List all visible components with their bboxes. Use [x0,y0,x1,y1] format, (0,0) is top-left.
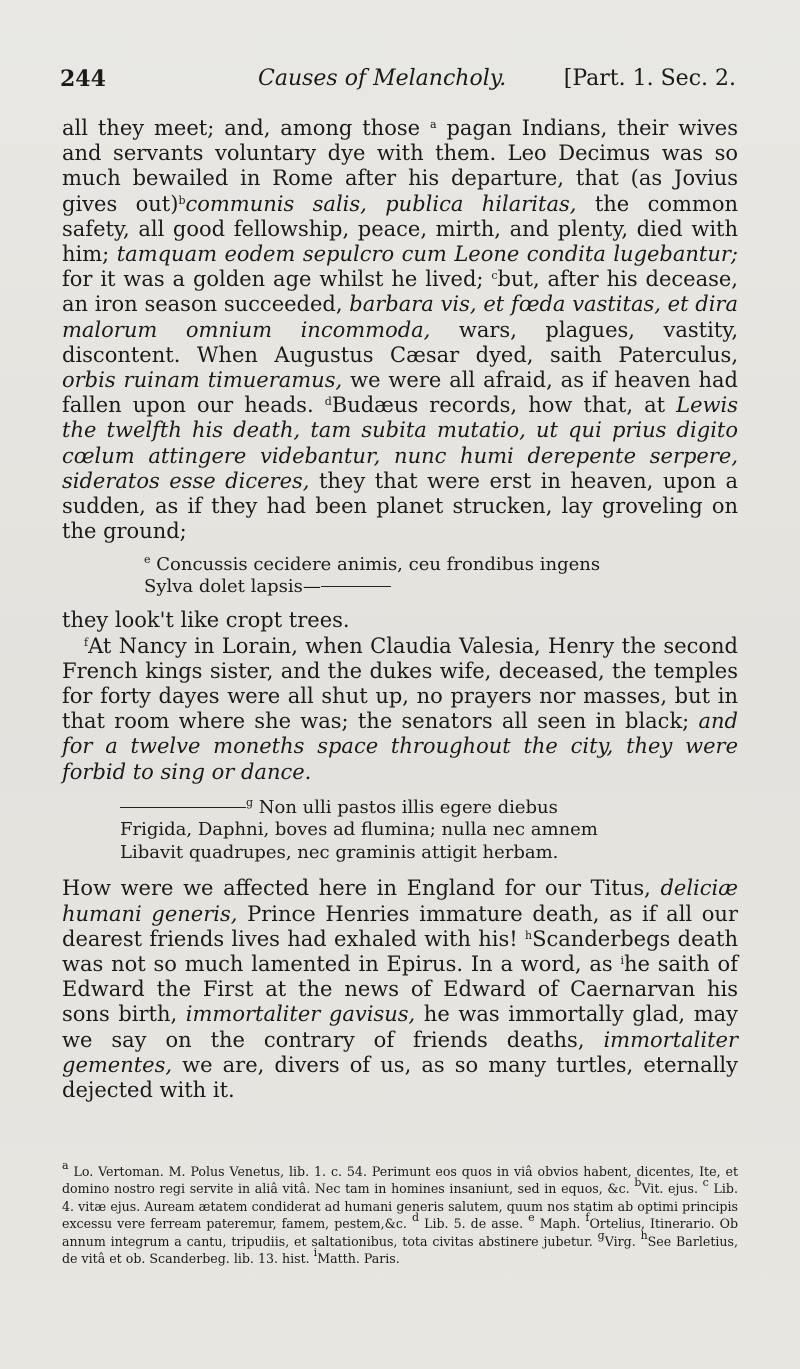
footnote-a: Lo. Vertoman. M. Polus Venetus, lib. 1. c. 54. Perimunt eos quos in viâ obvios habent, dicentes, Ite, et domino nostro regi servite in aliâ vitâ. Nec tam in homines insaniunt, sed in equos, &c. [62,1164,738,1197]
text-run: but, after his decease, an iron season succeeded, [62,267,738,317]
italic-text: and for a twelve moneths space throughout the city, they were forbid to sing or dance. [62,709,738,784]
running-header [60,66,736,100]
verse-rule [120,807,246,808]
text-run: pagan Indians, their wives and servants voluntary dye with them. Leo Decimus was so much bewailed in Rome after his departure, that (as Jovius gives out) [62,116,738,216]
footnote-block [62,1159,739,1267]
verse-text: Sylva dolet lapsis— [144,576,321,598]
text-run: How were we affected here in England for our Titus, [62,876,651,901]
latin-quote: barbara vis, et fœda vastitas, et dira malorum omnium incommoda, [62,292,738,342]
note-ref-a: a [429,118,437,131]
footnote-mark: i [313,1246,318,1260]
latin-quote: deliciæ humani generis, [62,876,738,926]
footnote-mark: g [597,1228,605,1242]
footnote-mark: a [62,1159,69,1172]
text-run: Scanderbegs death was not so much lamented in Epirus. In a word, as [62,926,738,976]
latin-quote: tamquam eodem sepulcro cum Leone condita lugebantur; [116,242,738,267]
footnote-mark: c [702,1176,709,1190]
footnotes [62,1159,739,1267]
main-text [62,116,738,1103]
text-run: he saith of Edward the First at the news of Edward of Caernarvan his sons birth, [62,951,738,1027]
note-ref-h: h [525,928,533,942]
verse-quote-1 [144,554,738,598]
verse-text: Libavit quadrupes, nec graminis attigit herbam. [120,841,559,863]
footnote-c: Lib. 4. vitæ ejus. Auream ætatem condiderat ad humani generis salutem, quum nos statim ab optimi principis excessu vere ferream pateremur, famem, pestem,&c. [62,1181,738,1232]
verse-line [120,842,738,865]
verse-text: Concussis cecidere animis, ceu frondibus ingens [156,554,601,576]
latin-quote: Lewis the twelfth his death, tam subita mutatio, ut qui prius digito cœlum attingere videbantur, nunc humi derepente serpere, sideratos esse diceres, [62,393,738,493]
paragraph-3 [62,876,738,1103]
text-run: all they meet; and, among those [62,116,421,140]
text-run: they that were erst in heaven, upon a sudden, as if they had been planet strucken, lay groveling on the ground; [62,468,738,544]
text-run: we were all afraid, as if heaven had fallen upon our heads. [62,368,738,418]
text-run: for it was a golden age whilst he lived; [62,267,484,292]
text-run: At Nancy in Lorain, when Claudia Valesia, Henry the second French kings sister, and the dukes wife, deceased, the temples for forty dayes were all shut up, no prayers nor masses, but in that room where she was; the senators all seen in black; [62,633,738,734]
footnote-mark: e [528,1211,535,1225]
footnote-b: Vit. ejus. [641,1181,698,1197]
note-ref-c: c [491,269,498,283]
verse-quote-2 [120,797,738,865]
verse-line [120,819,738,842]
text-run: he was immortally glad, may we say on the contrary of friends deaths, [62,1002,738,1052]
text-run: we are, divers of us, as so many turtles, eternally dejected with it. [62,1052,738,1102]
verse-line [144,554,738,576]
latin-quote: immortaliter gementes, [62,1027,738,1077]
note-ref-f: f [84,635,89,649]
page-number: 244 [60,66,106,92]
footnote-f: Ortelius, Itinerario. Ob annum integrum a cantu, tripudiis, et saltationibus, tota civitas abstinere jubetur. [62,1216,739,1249]
verse-line [144,576,738,598]
verse-rule [321,586,391,587]
note-ref-d: d [324,395,332,409]
section-label: [Part. 1. Sec. 2. [563,66,736,91]
latin-quote: immortaliter gavisus, [185,1002,416,1027]
footnote-mark: f [585,1211,590,1225]
note-ref-e: e [144,553,151,567]
footnote-d: Lib. 5. de asse. [424,1216,524,1232]
text-run: Prince Henries immature death, as if all our dearest friends lives had exhaled with his! [62,901,738,951]
verse-line [120,797,738,820]
footnote-mark: b [634,1176,642,1190]
note-ref-i: i [620,953,625,967]
note-ref-b: b [178,193,186,207]
note-ref-g: g [246,795,254,809]
text-run: wars, plagues, vastity, discontent. When Augustus Cæsar dyed, saith Paterculus, [62,317,739,367]
continuation-line: they look't like cropt trees. [62,608,350,633]
paragraph-1 [62,116,738,544]
verse-text: Non ulli pastos illis egere diebus [258,796,558,818]
paragraph-2 [62,634,738,785]
footnote-mark: d [411,1211,420,1225]
footnote-g: Virg. [604,1233,636,1249]
latin-quote: communis salis, publica hilaritas, [185,191,577,216]
latin-quote: orbis ruinam timueramus, [62,368,343,393]
text-run: Budæus records, how that, at [331,393,666,418]
verse-text: Frigida, Daphni, boves ad flumina; nulla nec amnem [120,819,598,841]
footnote-e: Maph. [539,1216,581,1232]
running-title: Causes of Melancholy. [258,66,507,91]
footnote-i: Matth. Paris. [317,1251,400,1267]
footnote-mark: h [640,1228,648,1242]
text-run: the common safety, all good fellowship, peace, mirth, and plenty, died with him; [62,191,739,267]
footnote-h: See Barletius, de vitâ et ob. Scanderbeg. lib. 13. hist. [62,1233,738,1267]
